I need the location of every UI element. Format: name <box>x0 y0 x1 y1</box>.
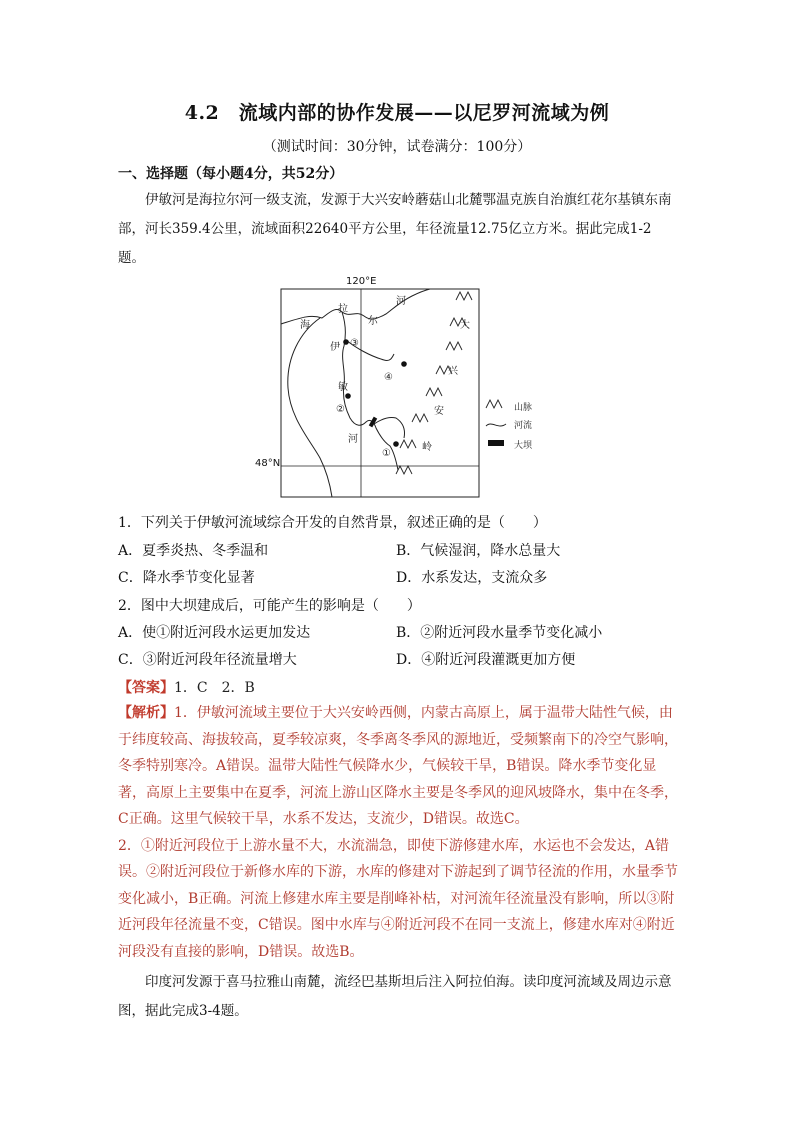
legend-mountain-label: 山脉 <box>514 403 533 413</box>
section-heading: 一、选择题（每小题4分，共52分） <box>118 166 344 182</box>
map-char-ling: 岭 <box>422 442 432 453</box>
map-char-hai: 海 <box>300 320 310 331</box>
analysis-block <box>118 700 680 965</box>
point-1-marker <box>393 441 399 447</box>
longitude-label: 120°E <box>346 276 377 287</box>
map-char-xing: 兴 <box>448 366 458 377</box>
page-subtitle: （测试时间：30分钟，试卷满分：100分） <box>262 139 532 155</box>
latitude-label: 48°N <box>255 458 281 469</box>
legend-mountain-icon <box>486 400 502 408</box>
analysis-tag: 【解析】 <box>118 705 174 721</box>
intro-text-2: 印度河发源于喜马拉雅山南麓，流经巴基斯坦后注入阿拉伯海。读印度河流域及周边示意图，据此完成3-4题。 <box>118 974 672 1019</box>
question-intro-2 <box>118 968 678 1026</box>
map-point-2: ② <box>336 404 345 415</box>
legend-dam-icon <box>488 440 504 446</box>
dam-tributary <box>374 417 405 438</box>
question-2-option-b: B．②附近河段水量季节变化减小 <box>396 625 603 641</box>
map-point-1: ① <box>382 448 391 459</box>
question-1-option-b: B．气候湿润，降水总量大 <box>396 543 561 559</box>
point-2-marker <box>345 393 351 399</box>
legend-box <box>484 396 564 460</box>
analysis-text-1: 1．伊敏河流域主要位于大兴安岭西侧，内蒙古高原上，属于温带大陆性气候，由于纬度较高、海拔较高，夏季较凉爽，冬季离冬季风的源地近，受频繁南下的冷空气影响，冬季特别寒冷。A错误。温带大陆性气候降水少，气候较干旱，B错误。降水季节变化显著，高原上主要集中在夏季，河流上游山区降水主要是冬季风的迎风坡降水，集中在冬季，C正确。这里气候较干旱，水系不发达，支流少，D错误。故选C。 <box>118 705 678 827</box>
map-point-3: ③ <box>350 338 359 349</box>
legend-river-icon <box>486 424 506 426</box>
river-basin-map <box>280 288 480 498</box>
analysis-text-2: 2．①附近河段位于上游水量不大，水流湍急，即使下游修建水库，水运也不会发达，A错误。②附近河段位于新修水库的下游，水库的修建对下游起到了调节径流的作用，水量季节变化减小，B正确。河流上修建水库主要是削峰补枯，对河流年径流量没有影响，所以③附近河段年径流量不变，C错误。图中水库与④附近河段不在同一支流上，修建水库对④附近河段没有直接的影响，D错误。故选B。 <box>118 837 678 960</box>
answer-line <box>118 677 255 697</box>
west-river <box>288 318 332 497</box>
answer-text: 1．C 2．B <box>174 680 255 696</box>
page-title: 4.2 流域内部的协作发展——以尼罗河流域为例 <box>184 102 610 124</box>
question-1-option-a: A．夏季炎热、冬季温和 <box>118 543 269 559</box>
map-char-er: 尔 <box>368 316 378 327</box>
dam-marker <box>369 417 377 428</box>
map-char-he2: 河 <box>348 434 358 445</box>
point-4-marker <box>401 361 407 367</box>
question-2-stem: 2．图中大坝建成后，可能产生的影响是（ ） <box>118 598 421 614</box>
answer-tag: 【答案】 <box>118 680 174 696</box>
analysis-p1 <box>118 700 680 833</box>
map-char-he: 河 <box>396 296 406 307</box>
map-char-min: 敏 <box>338 382 348 393</box>
question-1-option-d: D．水系发达，支流众多 <box>396 570 548 586</box>
map-char-la: 拉 <box>338 304 348 315</box>
question-2-option-c: C．③附近河段年径流量增大 <box>118 652 297 668</box>
yimin-river <box>342 312 398 470</box>
map-char-an: 安 <box>434 406 444 417</box>
question-1-stem: 1．下列关于伊敏河流域综合开发的自然背景，叙述正确的是（ ） <box>118 515 547 531</box>
question-2-option-a: A．使①附近河段水运更加发达 <box>118 625 311 641</box>
question-2-option-d: D．④附近河段灌溉更加方便 <box>396 652 576 668</box>
hailar-river <box>281 289 430 324</box>
map-char-da: 大 <box>460 320 470 331</box>
map-char-yi: 伊 <box>330 342 340 353</box>
question-intro-1 <box>118 186 678 273</box>
question-1-option-c: C．降水季节变化显著 <box>118 570 255 586</box>
map-point-4: ④ <box>384 372 393 383</box>
point-3-marker <box>343 339 349 345</box>
intro-text-1: 伊敏河是海拉尔河一级支流，发源于大兴安岭蘑菇山北麓鄂温克族自治旗红花尔基镇东南部，河长359.4公里，流域面积22640平方公里，年径流量12.75亿立方米。据此完成1-2题。 <box>118 192 672 266</box>
legend-river-label: 河流 <box>514 421 533 431</box>
legend-dam-label: 大坝 <box>514 441 533 451</box>
